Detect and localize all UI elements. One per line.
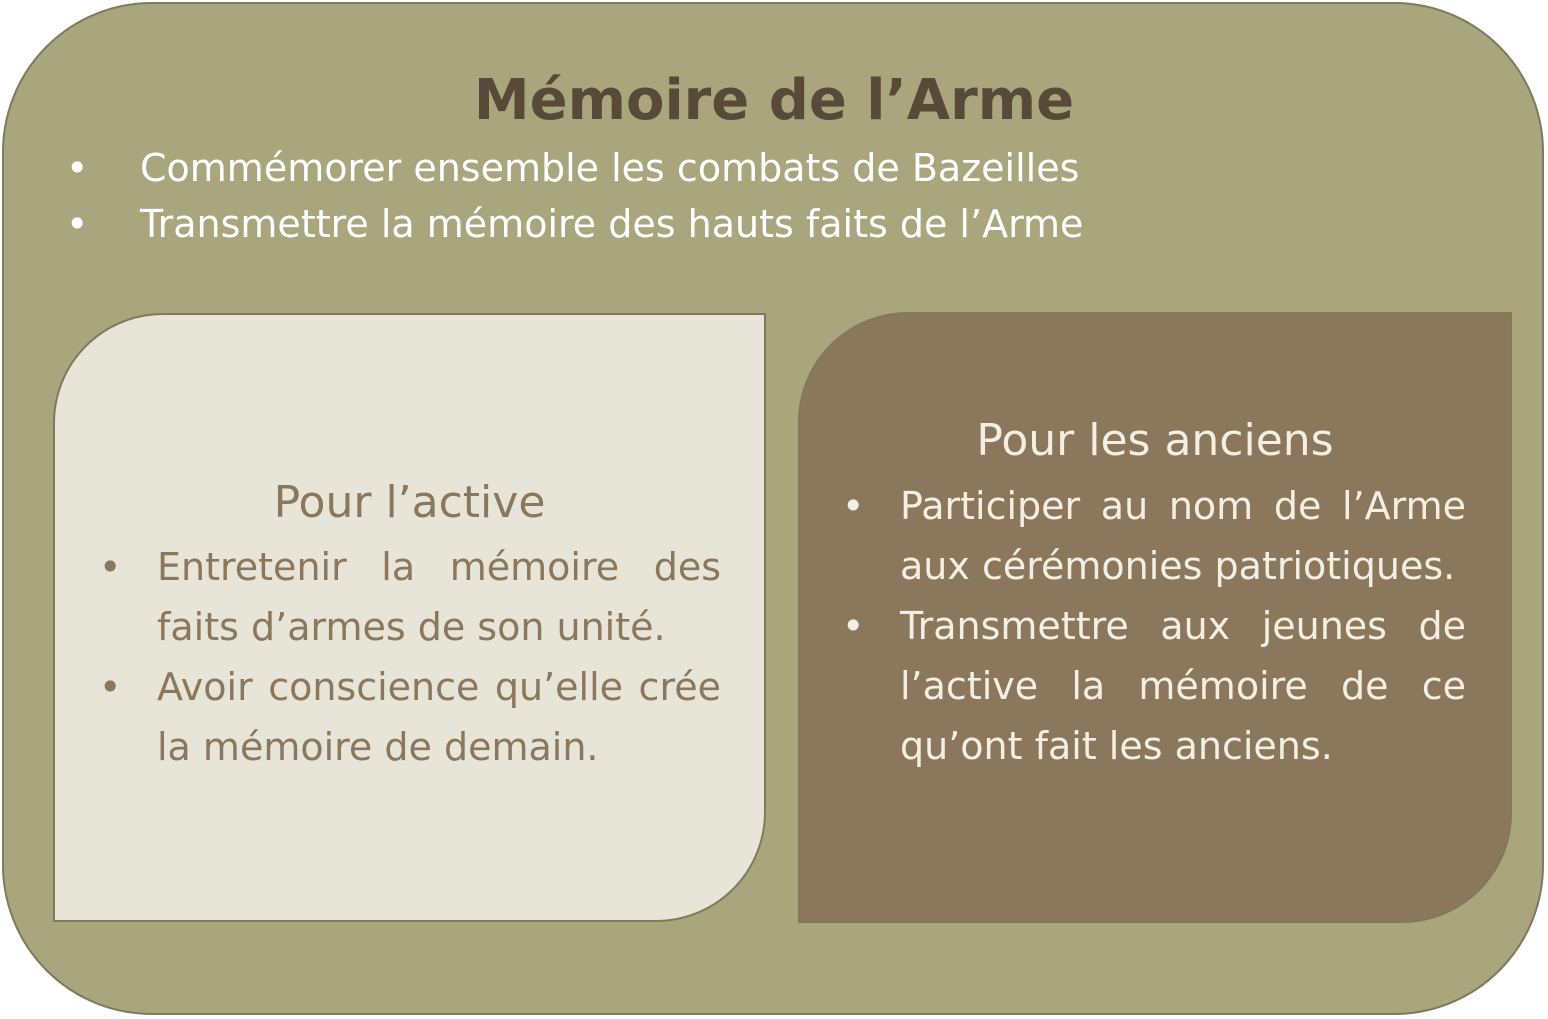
bullet-icon: •	[842, 604, 865, 648]
bullet-icon: •	[99, 545, 122, 589]
top-bullet-list	[62, 140, 1083, 252]
bullet-icon: •	[99, 665, 122, 709]
top-bullet-text: Transmettre la mémoire des hauts faits de l’Arme	[140, 202, 1084, 246]
list-item	[840, 476, 1466, 596]
panel-active-list	[97, 537, 721, 777]
panel-anciens-list	[840, 476, 1466, 776]
list-item-text: Entretenir la mémoire des faits d’armes de son unité.	[157, 545, 721, 649]
bullet-icon: •	[66, 146, 89, 190]
panel-active	[53, 313, 766, 922]
list-item	[97, 657, 721, 777]
bullet-icon: •	[842, 484, 865, 528]
bullet-icon: •	[66, 202, 89, 246]
top-bullet-item	[62, 140, 1083, 196]
top-bullet-item	[62, 196, 1083, 252]
list-item	[840, 596, 1466, 776]
main-title: Mémoire de l’Arme	[473, 68, 1075, 133]
panel-anciens	[798, 312, 1512, 923]
top-bullet-text: Commémorer ensemble les combats de Bazeilles	[140, 146, 1080, 190]
list-item-text: Avoir conscience qu’elle crée la mémoire de demain.	[157, 665, 721, 769]
panel-anciens-title: Pour les anciens	[976, 415, 1334, 466]
panel-active-title: Pour l’active	[273, 477, 546, 528]
list-item-text: Participer au nom de l’Arme aux cérémonies patriotiques.	[900, 484, 1466, 588]
list-item	[97, 537, 721, 657]
list-item-text: Transmettre aux jeunes de l’active la mémoire de ce qu’ont fait les anciens.	[900, 604, 1466, 768]
